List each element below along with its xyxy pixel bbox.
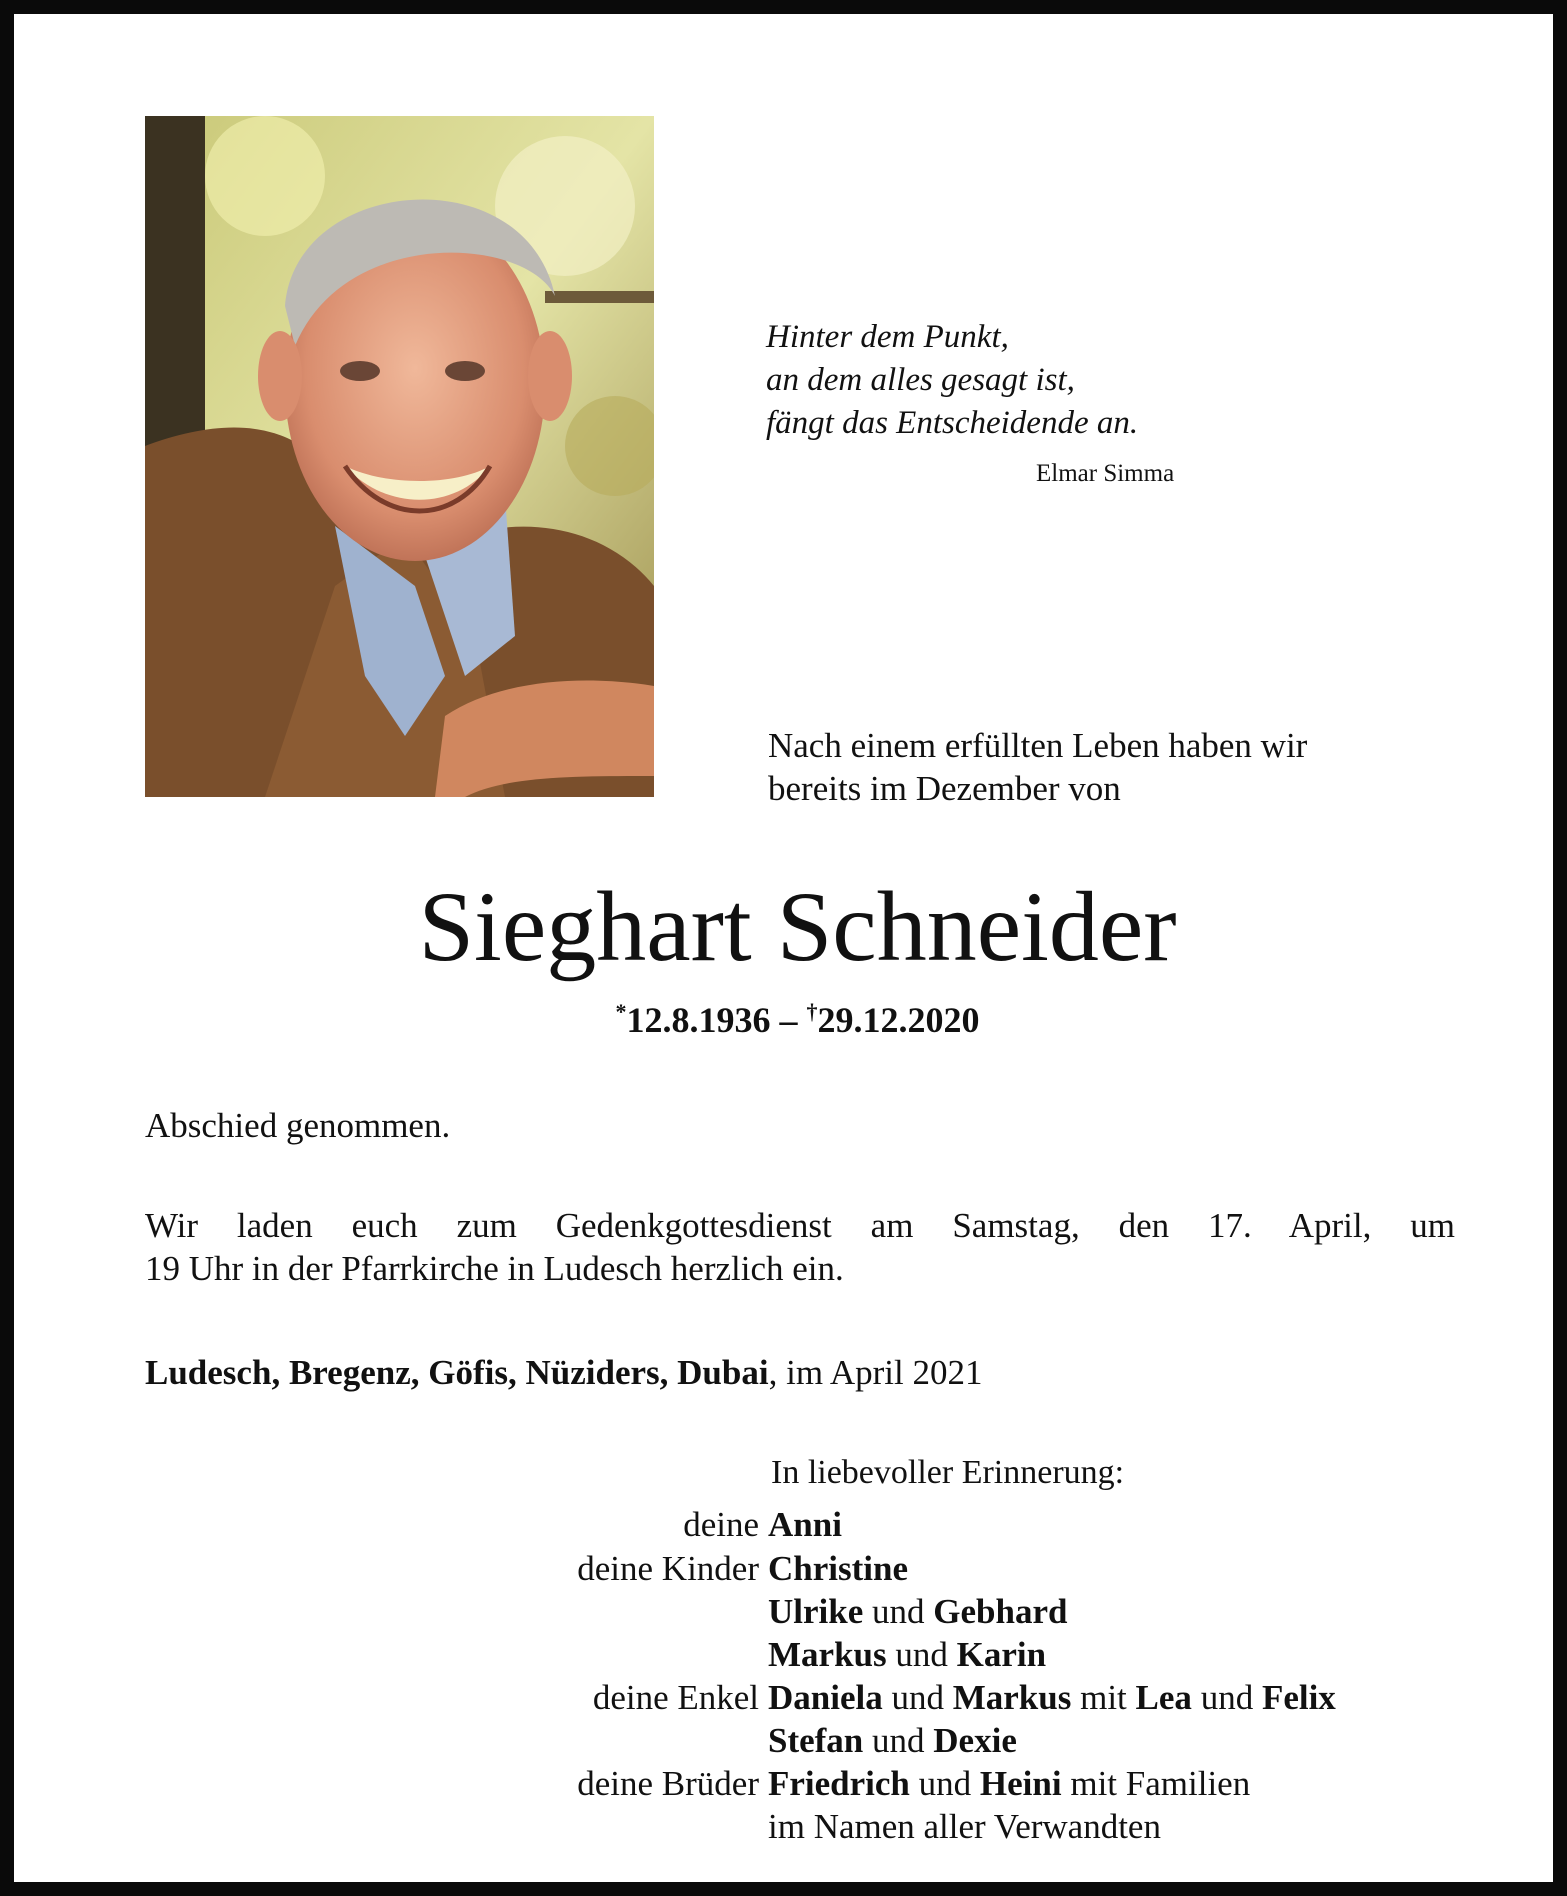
quote-line-3: fängt das Entscheidende an. — [766, 405, 1139, 441]
spouse-label: deine — [683, 1505, 759, 1544]
quote-line-1: Hinter dem Punkt, — [766, 319, 1009, 355]
closing-line: im Namen aller Verwandten — [768, 1807, 1161, 1846]
conjunction: und — [872, 1721, 925, 1760]
town-1: Ludesch — [145, 1353, 272, 1392]
mourner-row-children-1 — [14, 1549, 1567, 1593]
town-5: Dubai — [677, 1353, 769, 1392]
place-date: im April 2021 — [786, 1353, 983, 1392]
partner-name: Markus — [952, 1678, 1072, 1717]
mourner-row-children-2 — [14, 1592, 1567, 1636]
partner-name: Gebhard — [933, 1592, 1068, 1631]
great-grandchild-name: Felix — [1261, 1678, 1336, 1717]
spouse-name: Anni — [768, 1505, 842, 1544]
date-separator: – — [770, 1000, 807, 1040]
with-word: mit — [1080, 1678, 1127, 1717]
mourners-heading: In liebevoller Erinnerung: — [771, 1454, 1125, 1491]
deceased-name: Sieghart Schneider — [418, 871, 1177, 982]
intro-text — [768, 724, 1468, 810]
life-dates — [14, 999, 1567, 1041]
child-name: Markus — [768, 1635, 887, 1674]
conjunction: und — [891, 1678, 944, 1717]
birth-date: 12.8.1936 — [626, 1000, 771, 1040]
town-3: Göfis — [428, 1353, 508, 1392]
quote-author: Elmar Simma — [1036, 460, 1175, 487]
conjunction: und — [895, 1635, 948, 1674]
intro-line-2: bereits im Dezember von — [768, 769, 1121, 808]
invitation-text — [145, 1204, 1455, 1290]
partner-name: Dexie — [933, 1721, 1017, 1760]
mourner-row-children-3 — [14, 1635, 1567, 1679]
families-suffix: mit Familien — [1070, 1764, 1251, 1803]
mourner-row-closing — [14, 1807, 1567, 1851]
grandchildren-label: deine Enkel — [592, 1678, 759, 1717]
death-symbol: † — [806, 999, 818, 1024]
mourner-row-brothers — [14, 1764, 1567, 1808]
children-label: deine Kinder — [577, 1549, 759, 1588]
town-4: Nüziders — [525, 1353, 660, 1392]
birth-symbol: * — [615, 999, 627, 1024]
mourner-row-grandchildren-2 — [14, 1721, 1567, 1765]
partner-name: Karin — [956, 1635, 1047, 1674]
intro-line-1: Nach einem erfüllten Leben haben wir — [768, 726, 1308, 765]
conjunction: und — [872, 1592, 925, 1631]
portrait-photo — [145, 116, 654, 797]
child-name: Ulrike — [768, 1592, 864, 1631]
invitation-line-1: Wir laden euch zum Gedenkgottesdienst am Samstag, den 17. April, um — [145, 1206, 1455, 1245]
farewell-text: Abschied genommen. — [145, 1106, 451, 1145]
grandchild-name: Stefan — [768, 1721, 864, 1760]
brothers-label: deine Brüder — [577, 1764, 759, 1803]
brother-name: Heini — [979, 1764, 1062, 1803]
child-name: Christine — [768, 1549, 908, 1588]
brother-name: Friedrich — [768, 1764, 910, 1803]
invitation-line-2: 19 Uhr in der Pfarrkirche in Ludesch herzlich ein. — [145, 1249, 844, 1288]
mourner-row-spouse — [14, 1505, 1567, 1549]
conjunction: und — [1200, 1678, 1254, 1717]
place-date-line: Ludesch, Bregenz, Göfis, Nüziders, Dubai, im April 2021 — [145, 1353, 983, 1392]
quote — [766, 316, 1138, 445]
great-grandchild-name: Lea — [1135, 1678, 1192, 1717]
conjunction: und — [918, 1764, 972, 1803]
death-date: 29.12.2020 — [817, 1000, 980, 1040]
mourner-row-grandchildren-1 — [14, 1678, 1567, 1722]
quote-line-2: an dem alles gesagt ist, — [766, 362, 1075, 398]
grandchild-name: Daniela — [768, 1678, 883, 1717]
town-2: Bregenz — [288, 1353, 411, 1392]
